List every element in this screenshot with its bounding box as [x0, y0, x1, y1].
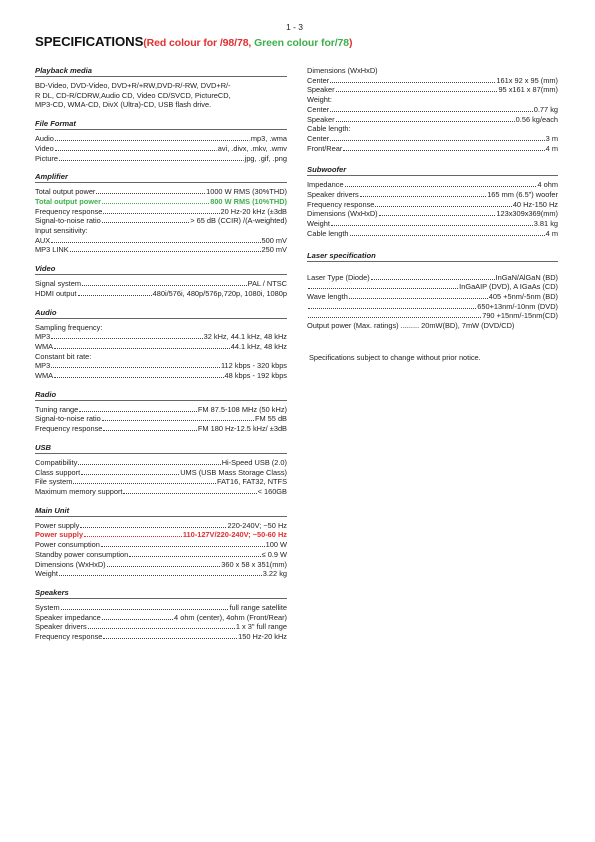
spec-row: [307, 209, 558, 219]
spec-value: 4 m: [545, 228, 558, 238]
spec-value: 3.22 kg: [262, 569, 287, 579]
spec-row: [307, 115, 558, 125]
spec-label: Wave length: [307, 291, 348, 301]
spec-label: Total output power: [35, 187, 96, 197]
spec-label: Center: [307, 133, 330, 143]
spec-row: [35, 279, 287, 289]
spec-label: HDMI output: [35, 288, 77, 298]
section-title: Playback media: [35, 66, 287, 77]
spec-label: Frequency response: [35, 206, 103, 216]
spec-row: [307, 200, 558, 210]
spec-row: [35, 216, 287, 226]
spec-value: 48 kbps - 192 kbps: [224, 371, 287, 381]
spec-label: Total output power: [35, 196, 101, 206]
spec-label: Power supply: [35, 530, 84, 540]
spec-row: [307, 144, 558, 154]
spec-row: [35, 477, 287, 487]
spec-value: FM 87.5-108 MHz (50 kHz): [197, 404, 287, 414]
section-radio: [35, 390, 287, 434]
spec-value: 480i/576i, 480p/576p,720p, 1080i, 1080p: [152, 288, 287, 298]
page-title: [35, 34, 352, 49]
spec-row: [35, 487, 287, 497]
spec-value: 3.81 kg: [533, 219, 558, 229]
spec-value: FM 180 Hz-12.5 kHz/ ±3dB: [197, 424, 287, 434]
title-main: SPECIFICATIONS: [35, 34, 144, 49]
section-speakers: [35, 588, 287, 642]
spec-label: Dimensions (WxHxD): [35, 559, 106, 569]
spec-label: Center: [307, 104, 330, 114]
spec-label: File system: [35, 477, 73, 487]
spec-label: Laser Type (Diode): [307, 272, 370, 282]
spec-row: [35, 521, 287, 531]
spec-label: Speaker drivers: [35, 622, 87, 632]
title-red-part: Red colour for /98/78,: [146, 37, 255, 49]
spec-label: Impedance: [307, 180, 344, 190]
spec-value: 1 x 3" full range: [235, 622, 287, 632]
playback-line: MP3-CD, WMA-CD, DivX (Ultra)-CD, USB flash drive.: [35, 100, 212, 110]
section-title: Main Unit: [35, 506, 287, 517]
spec-row: [35, 154, 287, 164]
spec-value: 0.56 kg/each: [515, 114, 558, 124]
section-playback: [35, 66, 287, 110]
spec-label: AUX: [35, 235, 51, 245]
spec-value: 1000 W RMS (30%THD): [206, 187, 287, 197]
spec-label: Signal system: [35, 279, 82, 289]
section-title: Audio: [35, 308, 287, 319]
spec-row: [35, 332, 287, 342]
spec-row: [307, 282, 558, 292]
spec-value: 650+13nm/-10nm (DVD): [477, 301, 558, 311]
section-title: Subwoofer: [307, 165, 558, 176]
disclaimer-note: Specifications subject to change without prior notice.: [309, 352, 481, 362]
section-title: Laser specification: [307, 251, 558, 262]
playback-line: BD-Video, DVD-Video, DVD+R/+RW,DVD-R/-RW, DVD+R/-: [35, 81, 231, 90]
spec-label: Frequency response: [35, 424, 103, 434]
section-title: File Format: [35, 119, 287, 130]
spec-value: 40 Hz-150 Hz: [512, 199, 558, 209]
spec-label: Center: [307, 75, 330, 85]
spec-row: [35, 342, 287, 352]
section-file-format: [35, 119, 287, 163]
spec-value: full range satellite: [229, 602, 287, 612]
spec-value: InGaAIP (DVD), A IGaAs (CD): [459, 282, 558, 292]
spec-label: Video: [35, 143, 54, 153]
spec-row: [35, 424, 287, 434]
spec-label: Speaker: [307, 114, 335, 124]
spec-label: Picture: [35, 153, 59, 163]
title-open-paren: (: [143, 37, 147, 49]
spec-label: Standby power consumption: [35, 549, 129, 559]
spec-row: [307, 105, 558, 115]
spec-value: 4 ohm (center), 4ohm (Front/Rear): [174, 612, 287, 622]
spec-row: [35, 187, 287, 197]
spec-row: [35, 207, 287, 217]
spec-row: [307, 311, 558, 321]
section-video: [35, 264, 287, 298]
spec-row: [35, 603, 287, 613]
spec-label: WMA: [35, 341, 54, 351]
spec-row: [35, 569, 287, 579]
spec-value: 112 kbps - 320 kbps: [220, 361, 287, 371]
spec-label: Class support: [35, 467, 81, 477]
spec-row: [35, 371, 287, 381]
section-amplifier: [35, 172, 287, 255]
spec-value: 3 m: [545, 133, 558, 143]
spec-value: > 65 dB (CCIR) /(A-weighted): [190, 216, 287, 226]
spec-label: Frequency response: [35, 632, 103, 642]
spec-label: Cable length: [307, 228, 349, 238]
section-title: Video: [35, 264, 287, 275]
spec-label: Power supply: [35, 520, 80, 530]
spec-row: [35, 560, 287, 570]
spec-label: Speaker drivers: [307, 190, 359, 200]
spec-value: FM 55 dB: [254, 414, 287, 424]
spec-label: WMA: [35, 371, 54, 381]
title-green-part: Green colour for/78: [254, 37, 350, 49]
section-subwoofer: [307, 165, 558, 238]
spec-label: MP3 LINK: [35, 245, 69, 255]
right-column: [307, 66, 558, 362]
spec-value: 32 kHz, 44.1 kHz, 48 kHz: [203, 332, 287, 342]
spec-row: [35, 289, 287, 299]
spec-row: [307, 85, 558, 95]
spec-value: 95 x161 x 87(mm): [498, 85, 558, 95]
spec-row: [307, 302, 558, 312]
spec-value: 44.1 kHz, 48 kHz: [230, 341, 287, 351]
spec-row: [35, 468, 287, 478]
section-title: Speakers: [35, 588, 287, 599]
spec-row-red: [35, 530, 287, 540]
spec-value: Hi-Speed USB (2.0): [221, 457, 287, 467]
spec-row: [307, 219, 558, 229]
spec-row: [35, 134, 287, 144]
spec-value: 165 mm (6.5") woofer: [487, 190, 558, 200]
spec-value: .jpg, .gif, .png: [242, 153, 287, 163]
spec-value: 250 mV: [261, 245, 287, 255]
spec-row: [35, 632, 287, 642]
spec-label: Maximum memory support: [35, 486, 123, 496]
spec-value: 161x 92 x 95 (mm): [496, 75, 558, 85]
spec-row: [35, 405, 287, 415]
spec-label: Power consumption: [35, 540, 100, 550]
spec-value: 100 W: [265, 540, 287, 550]
spec-value: 500 mV: [261, 235, 287, 245]
spec-row: [35, 361, 287, 371]
spec-row: [35, 458, 287, 468]
spec-subheading: Dimensions (WxHxD): [307, 66, 378, 75]
spec-value: < 160GB: [257, 486, 287, 496]
spec-row: [35, 550, 287, 560]
spec-subheading: Sampling frequency:: [35, 322, 103, 332]
spec-row: [35, 144, 287, 154]
spec-value: 220-240V; ~50 Hz: [227, 520, 287, 530]
spec-value: .avi, .divx, .mkv, .wmv: [215, 143, 287, 153]
spec-label: MP3: [35, 332, 51, 342]
spec-value: PAL / NTSC: [247, 279, 287, 289]
spec-label: System: [35, 602, 60, 612]
spec-label: Dimensions (WxHxD): [307, 209, 378, 219]
spec-value: 405 +5nm/-5nm (BD): [488, 291, 558, 301]
spec-value: 123x309x369(mm): [496, 209, 558, 219]
spec-subheading: Constant bit rate:: [35, 351, 92, 361]
title-close-paren: ): [349, 37, 353, 49]
spec-label: Frequency response: [307, 199, 375, 209]
spec-label: Audio: [35, 134, 54, 144]
spec-row: [35, 414, 287, 424]
section-laser: [307, 251, 558, 331]
spec-value: 790 +15nm/-15nm(CD): [482, 311, 558, 321]
spec-value: 110-127V/220-240V; ~50-60 Hz: [182, 530, 287, 540]
spec-row: [35, 236, 287, 246]
section-title: Amplifier: [35, 172, 287, 183]
spec-row: [307, 229, 558, 239]
spec-value: 150 Hz-20 kHz: [238, 632, 287, 642]
spec-row: [307, 76, 558, 86]
spec-value: FAT16, FAT32, NTFS: [217, 477, 287, 487]
laser-output-power: Output power (Max. ratings) ......... 20mW(BD), 7mW (DVD/CD): [307, 321, 515, 331]
spec-row: [35, 245, 287, 255]
spec-value: 800 W RMS (10%THD): [210, 196, 287, 206]
spec-value: UMS (USB Mass Storage Class): [180, 467, 287, 477]
spec-row: [307, 134, 558, 144]
spec-label: Signal-to-noise ratio: [35, 216, 101, 226]
spec-subheading: Weight:: [307, 95, 332, 105]
spec-label: MP3: [35, 361, 51, 371]
spec-value: 4 ohm: [537, 180, 558, 190]
spec-row: [307, 190, 558, 200]
spec-label: Front/Rear: [307, 143, 343, 153]
spec-row: [307, 292, 558, 302]
spec-label: Compatibility: [35, 457, 78, 467]
left-column: [35, 66, 287, 651]
section-title: USB: [35, 443, 287, 454]
section-audio: [35, 308, 287, 381]
spec-row: [35, 613, 287, 623]
spec-row-green: [35, 197, 287, 207]
playback-line: R DL, CD-R/CDRW,Audio CD, Video CD/SVCD, PictureCD,: [35, 90, 231, 100]
spec-row: [307, 180, 558, 190]
section-usb: [35, 443, 287, 497]
spec-row: [35, 622, 287, 632]
spec-label: Speaker: [307, 85, 335, 95]
spec-label: Weight: [35, 569, 58, 579]
spec-subheading: Cable length:: [307, 124, 351, 134]
spec-label: Tuning range: [35, 404, 79, 414]
spec-value: 0.77 kg: [533, 104, 558, 114]
spec-value: 4 m: [545, 143, 558, 153]
section-dimensions: [307, 66, 558, 153]
spec-value: ≤ 0.9 W: [261, 549, 287, 559]
spec-value: 360 x 58 x 351(mm): [221, 559, 287, 569]
spec-label: Weight: [307, 219, 330, 229]
section-title: Radio: [35, 390, 287, 401]
spec-value: InGaN/AlGaN (BD): [495, 272, 558, 282]
spec-value: 20 Hz-20 kHz (±3dB: [220, 206, 287, 216]
section-main-unit: [35, 506, 287, 579]
spec-subheading: Input sensitivity:: [35, 226, 88, 236]
spec-label: Speaker impedance: [35, 612, 101, 622]
spec-value: .mp3, .wma: [248, 134, 287, 144]
spec-row: [307, 273, 558, 283]
spec-label: Signal-to-noise ratio: [35, 414, 101, 424]
page-number: 1 - 3: [286, 22, 304, 32]
spec-row: [35, 540, 287, 550]
